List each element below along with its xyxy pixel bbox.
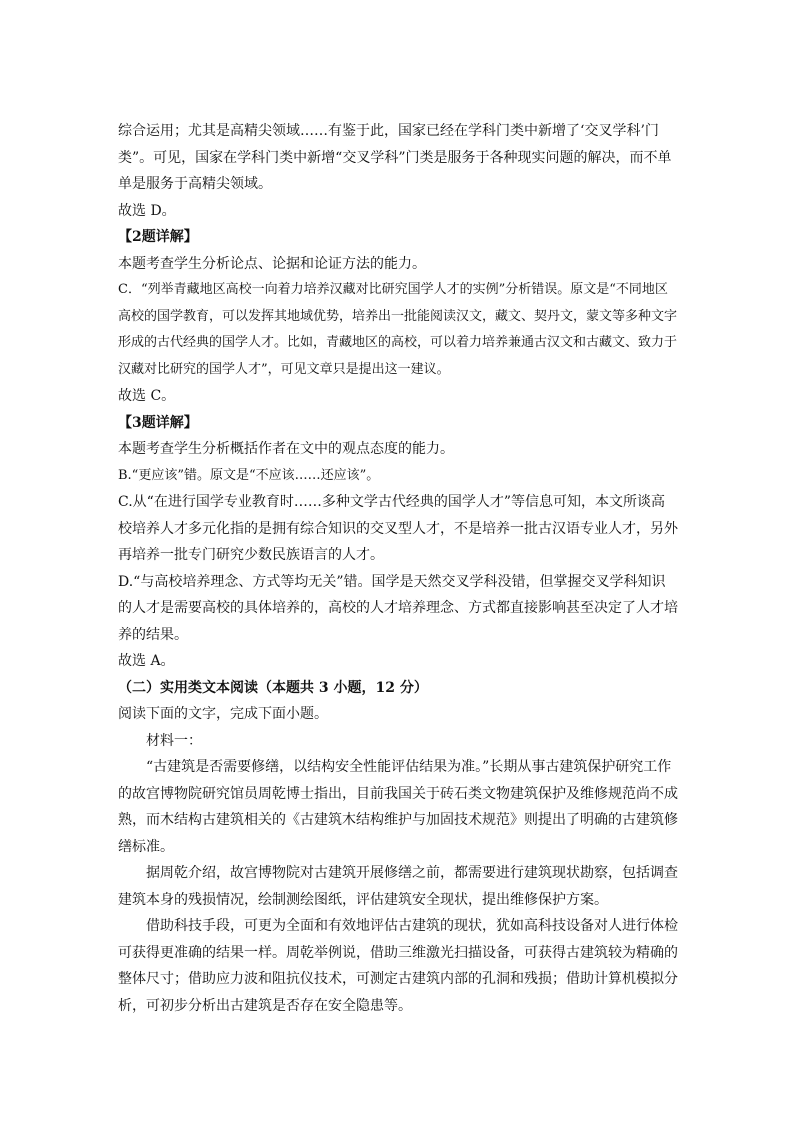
paragraph-option-c: C.从“在进行国学专业教育时……多种文学古代经典的国学人才”等信息可知，本文所谈高校培养人才多元化指的是拥有综合知识的交叉型人才，不是培养一批古汉语专业人才，另外再培养一批专门研究少数民族语言的人才。 <box>118 494 678 563</box>
material-paragraph: “古建筑是否需要修缮，以结构安全性能评估结果为准。”长期从事古建筑保护研究工作的故宫博物院研究馆员周乾博士指出，目前我国关于砖石类文物建筑保护及维修规范尚不成熟，而木结构古建筑相关的《古建筑木结构维护与加固技术规范》则提出了明确的古建筑修缮标准。 <box>118 759 678 855</box>
answer-line: 故选 C。 <box>118 388 176 404</box>
paragraph-option-d: D.“与高校培养理念、方式等均无关”错。国学是天然交叉学科没错，但掌握交叉学科知识的人才是需要高校的具体培养的，高校的人才培养理念、方式都直接影响甚至决定了人才培养的结果。 <box>118 573 678 643</box>
instruction: 阅读下面的文字，完成下面小题。 <box>118 706 328 722</box>
section-heading: 【2题详解】 <box>118 229 198 245</box>
paragraph-option-b: B.“更应该”错。原文是“不应该……还应该”。 <box>118 467 380 483</box>
material-label: 材料一： <box>146 732 202 749</box>
section-heading: 【3题详解】 <box>118 414 198 431</box>
paragraph-option-c: C．“列举青藏地区高校一向着力培养汉藏对比研究国学人才的实例”分析错误。原文是“不同地区高校的国学教育，可以发挥其地域优势，培养出一批能阅读汉文，藏文、契丹文，蒙文等多种文字形成的古代经典的国学人才。比如，青藏地区的高校，可以着力培养兼通古汉文和古藏文、致力于汉藏对比研究的国学人才”，可见文章只是提出这一建议。 <box>118 282 678 377</box>
answer-line: 故选 A。 <box>118 653 175 669</box>
document-body <box>118 118 678 1019</box>
material-paragraph: 据周乾介绍，故宫博物院对古建筑开展修缮之前，都需要进行建筑现状勘察，包括调查建筑本身的残损情况，绘制测绘图纸，评估建筑安全现状，提出维修保护方案。 <box>118 865 678 908</box>
section-title: （二）实用类文本阅读（本题共 3 小题，12 分） <box>118 679 428 696</box>
paragraph: 本题考查学生分析概括作者在文中的观点态度的能力。 <box>118 441 454 457</box>
answer-line: 故选 D。 <box>118 202 176 219</box>
material-paragraph: 借助科技手段，可更为全面和有效地评估古建筑的现状，犹如高科技设备对人进行体检可获得更准确的结果一样。周乾举例说，借助三维激光扫描设备，可获得古建筑较为精确的整体尺寸；借助应力波和阻抗仪技术，可测定古建筑内部的孔洞和残损；借助计算机模拟分析，可初步分析出古建筑是否存在安全隐患等。 <box>118 918 678 1014</box>
paragraph-intro-conclusion: 综合运用；尤其是高精尖领域……有鉴于此，国家已经在学科门类中新增了‘交叉学科’门类”。可见，国家在学科门类中新增“交叉学科”门类是服务于各种现实问题的解决，而不单单是服务于高精尖领域。 <box>118 123 672 192</box>
paragraph: 本题考查学生分析论点、论据和论证方法的能力。 <box>118 255 426 272</box>
